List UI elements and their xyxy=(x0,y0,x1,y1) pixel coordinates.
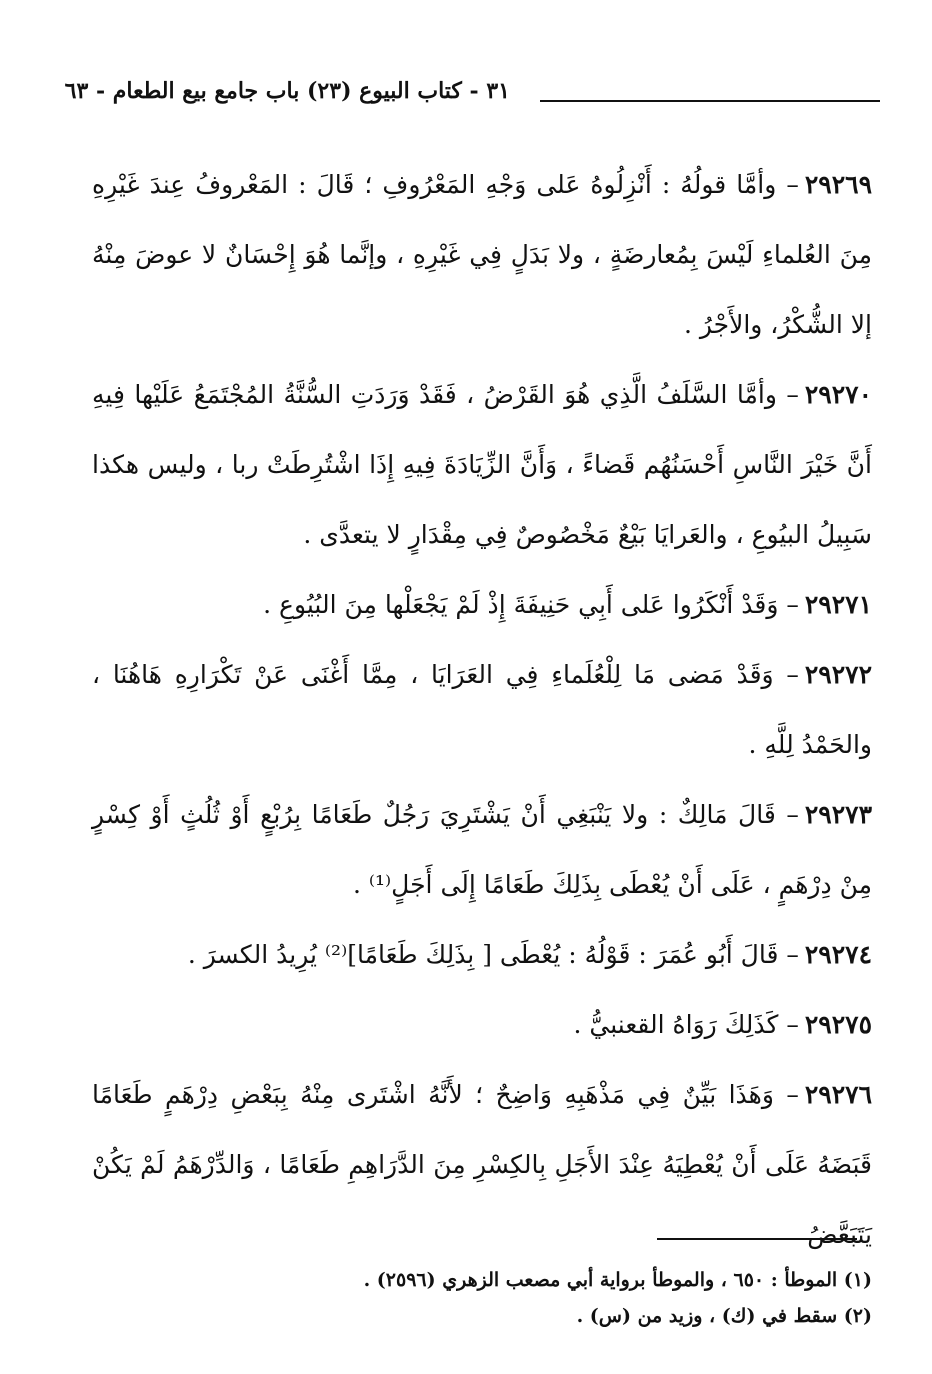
paragraph-text: – وَقَدْ أَنْكَرُوا عَلى أَبِي حَنِيفَةَ إِذْ لَمْ يَجْعَلْها مِنَ البُيُوعِ . xyxy=(263,590,799,619)
paragraph-text: – وأمَّا قولُهُ : أَنْزِلُوهُ عَلى وَجْهِ المَعْرُوفِ ؛ قَالَ : المَعْروفُ عِندَ غَيْرِهِ مِنَ العُلماءِ لَيْسَ بِمُعارضَةٍ ، ولا بَدَلٍ فِي غَيْرِهِ ، وإنَّما هُوَ إِحْسَانٌ لا عوضَ مِنْهُ إلا الشُّكْرُ، والأَجْرُ . xyxy=(92,170,872,339)
paragraph-number: ٢٩٢٧٣ xyxy=(804,800,872,829)
main-text xyxy=(92,150,872,1270)
paragraph-text: – كَذَلِكَ رَوَاهُ القعنبيُّ . xyxy=(573,1010,799,1039)
paragraph xyxy=(92,570,872,640)
paragraph-number: ٢٩٢٧٥ xyxy=(804,1010,872,1039)
running-header xyxy=(64,74,880,114)
paragraph xyxy=(92,920,872,990)
paragraph xyxy=(92,780,872,920)
paragraph-text: – قَالَ مَالِكٌ : ولا يَنْبَغِي أَنْ يَشْتَرِيَ رَجُلٌ طَعَامًا بِرُبْعٍ أَوْ ثُلُثٍ أَوْ كِسْرٍ مِنْ دِرْهَمٍ ، عَلَى أَنْ يُعْطَى بِذَلِكَ طَعَامًا إِلَى أَجَلٍ⁽¹⁾ . xyxy=(92,800,872,899)
header-rule xyxy=(540,100,880,102)
paragraph xyxy=(92,640,872,780)
paragraph-number: ٢٩٢٦٩ xyxy=(804,170,872,199)
paragraph-number: ٢٩٢٧١ xyxy=(804,590,872,619)
paragraph xyxy=(92,360,872,570)
paragraph-number: ٢٩٢٧٦ xyxy=(804,1080,872,1109)
paragraph-number: ٢٩٢٧٤ xyxy=(804,940,872,969)
header-title: ٣١ - كتاب البيوع (٢٣) باب جامع بيع الطعام - ٦٣ xyxy=(64,78,510,104)
footnote: (٢) سقط في (ك) ، وزيد من (س) . xyxy=(576,1305,872,1327)
paragraph-text: – قَالَ أَبُو عُمَرَ : قَوْلُهُ : يُعْطَى [ بِذَلِكَ طَعَامًا]⁽²⁾ يُرِيدُ الكسرَ . xyxy=(187,940,799,969)
paragraph-number: ٢٩٢٧٠ xyxy=(804,380,872,409)
paragraph-number: ٢٩٢٧٢ xyxy=(804,660,872,689)
paragraph xyxy=(92,150,872,360)
paragraph-text: – وأمَّا السَّلَفُ الَّذِي هُوَ القَرْضُ ، فَقَدْ وَرَدَتِ السُّنَّةُ المُجْتَمَعُ عَلَيْها فِيهِ أَنَّ خَيْرَ النَّاسِ أَحْسَنُهُم قَضاءً ، وَأَنَّ الزِّيَادَةَ فِيهِ إِذَا اشْتُرِطَتْ ربا ، وليس هكذا سَبِيلُ البيُوعِ ، والعَرايَا بَيْعٌ مَخْصُوصٌ فِي مِقْدَارٍ لا يتعدَّى . xyxy=(92,380,872,549)
footnotes xyxy=(92,1262,872,1334)
paragraph xyxy=(92,990,872,1060)
footnote-rule xyxy=(657,1238,857,1240)
paragraph-text: – وَهَذَا بَيِّنٌ فِي مَذْهَبِهِ وَاضِحٌ ؛ لأَنَّهُ اشْتَرى مِنْهُ بِبَعْضِ دِرْهَمٍ طَعَامًا قَبَضَهُ عَلَى أَنْ يُعْطِيَهُ عِنْدَ الأَجَلِ بِالكِسْرِ مِنَ الدَّرَاهِمِ طَعَامًا ، وَالدِّرْهَمُ لَمْ يَكُنْ يَتَبَعَّضُ xyxy=(92,1080,872,1249)
paragraph-text: – وَقَدْ مَضى مَا لِلْعُلَماءِ فِي العَرَايَا ، مِمَّا أَغْنَى عَنْ تَكْرَارِهِ هَاهُنَا ، والحَمْدُ لِلَّهِ . xyxy=(92,660,872,759)
footnote: (١) الموطأ : ٦٥٠ ، والموطأ برواية أبي مصعب الزهري (٢٥٩٦) . xyxy=(363,1269,872,1291)
